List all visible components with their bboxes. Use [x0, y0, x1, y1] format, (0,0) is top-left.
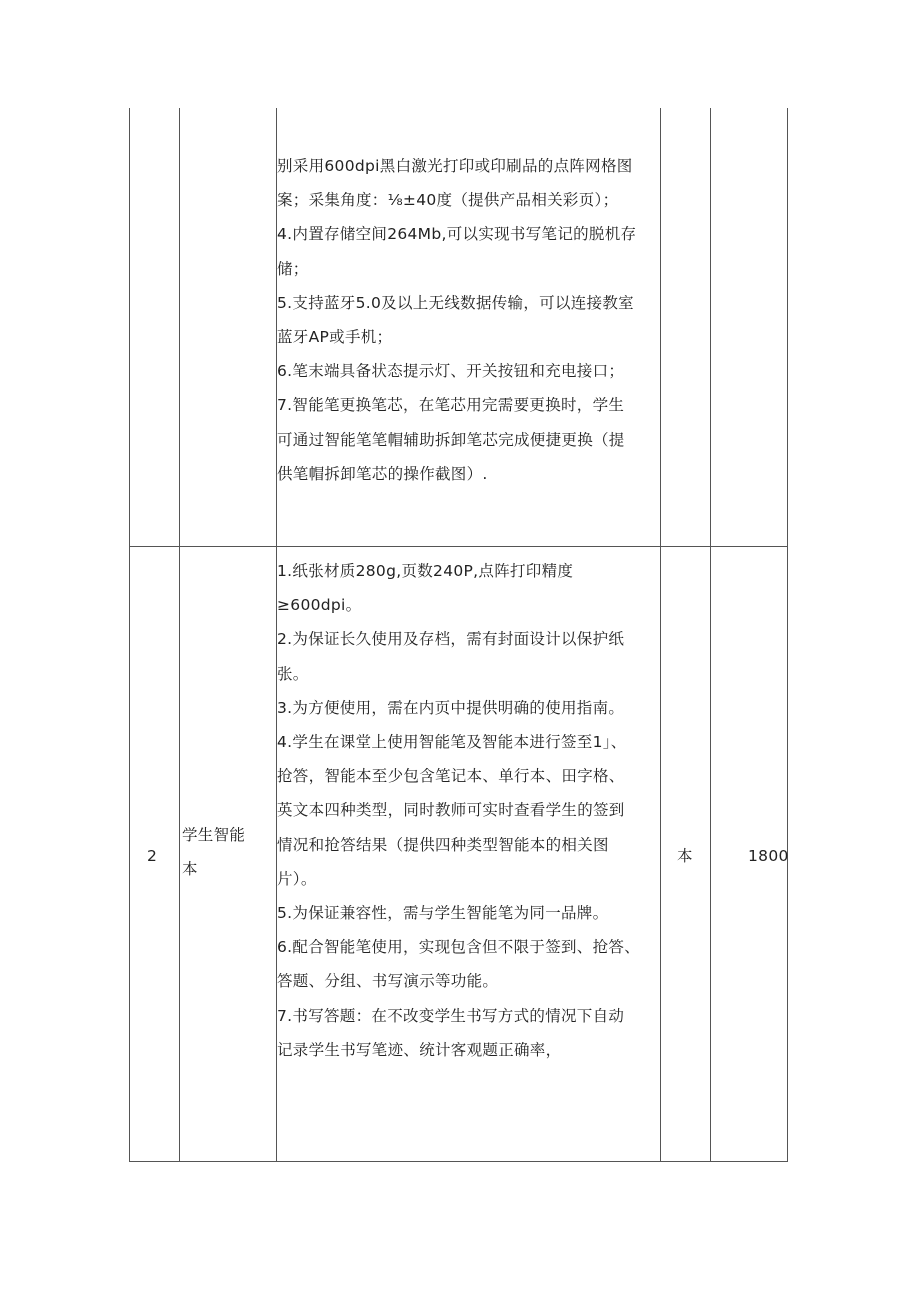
requirement-line: 7.智能笔更换笔芯，在笔芯用完需要更换时，学生: [277, 396, 625, 415]
requirement-line: 抢答，智能本至少包含笔记本、单行本、田字格、: [277, 767, 625, 786]
table-border-bottom: [129, 1161, 788, 1162]
requirement-line: 记录学生书写笔迹、统计客观题正确率，: [277, 1040, 562, 1059]
requirement-line: 储；: [277, 259, 309, 278]
requirement-line: 情况和抢答结果（提供四种类型智能本的相关图: [277, 835, 609, 854]
requirement-line: 6.笔末端具备状态提示灯、开关按钮和充电接口；: [277, 362, 625, 381]
requirement-line: 2.为保证长久使用及存档，需有封面设计以保护纸: [277, 630, 625, 649]
row2-item-name: [182, 818, 245, 886]
requirement-line: 4.内置存储空间264Mb,可以实现书写笔记的脱机存: [277, 225, 637, 244]
requirement-line: 答题、分组、书写演示等功能。: [277, 972, 499, 991]
requirement-line: 案；采集角度：⅛±40度（提供产品相关彩页）；: [277, 191, 619, 210]
requirement-line: 英文本四种类型，同时教师可实时查看学生的签到: [277, 801, 625, 820]
row2-unit: 本: [677, 847, 693, 865]
row1-requirements: [277, 149, 661, 491]
table-border-col4: [710, 108, 711, 1162]
requirement-line: 别采用600dpi黑白激光打印或印刷品的点阵网格图: [277, 157, 633, 175]
requirement-line: 7.书写答题：在不改变学生书写方式的情况下自动: [277, 1006, 625, 1025]
table-border-left: [129, 108, 130, 1162]
requirement-line: 供笔帽拆卸笔芯的操作截图）.: [277, 464, 488, 483]
requirement-line: 6.配合智能笔使用，实现包含但不限于签到、抢答、: [277, 938, 640, 957]
requirement-line: ≥600dpi。: [277, 596, 362, 615]
requirement-line: 5.支持蓝牙5.0及以上无线数据传输，可以连接教室: [277, 293, 634, 312]
requirement-line: 片）。: [277, 869, 317, 888]
requirement-line: 张。: [277, 664, 309, 683]
requirement-line: 蓝牙AP或手机；: [277, 328, 393, 347]
item-name-line1: 学生智能: [182, 826, 246, 844]
requirement-line: 4.学生在课堂上使用智能笔及智能本进行签至1」、: [277, 733, 627, 752]
requirement-line: 5.为保证兼容性，需与学生智能笔为同一品牌。: [277, 904, 609, 923]
row2-requirements: [277, 554, 661, 1067]
requirement-line: 3.为方便使用，需在内页中提供明确的使用指南。: [277, 698, 625, 717]
table-border-col1: [179, 108, 180, 1162]
row2-quantity: 1800: [748, 847, 789, 865]
row2-index: 2: [147, 847, 158, 865]
item-name-line2: 本: [182, 860, 198, 878]
requirement-line: 可通过智能笔笔帽辅助拆卸笔芯完成便捷更换（提: [277, 430, 625, 449]
table-border-right: [787, 108, 788, 1162]
requirement-line: 1.纸张材质280g,页数240P,点阵打印精度: [277, 562, 574, 580]
row-divider: [129, 546, 788, 547]
